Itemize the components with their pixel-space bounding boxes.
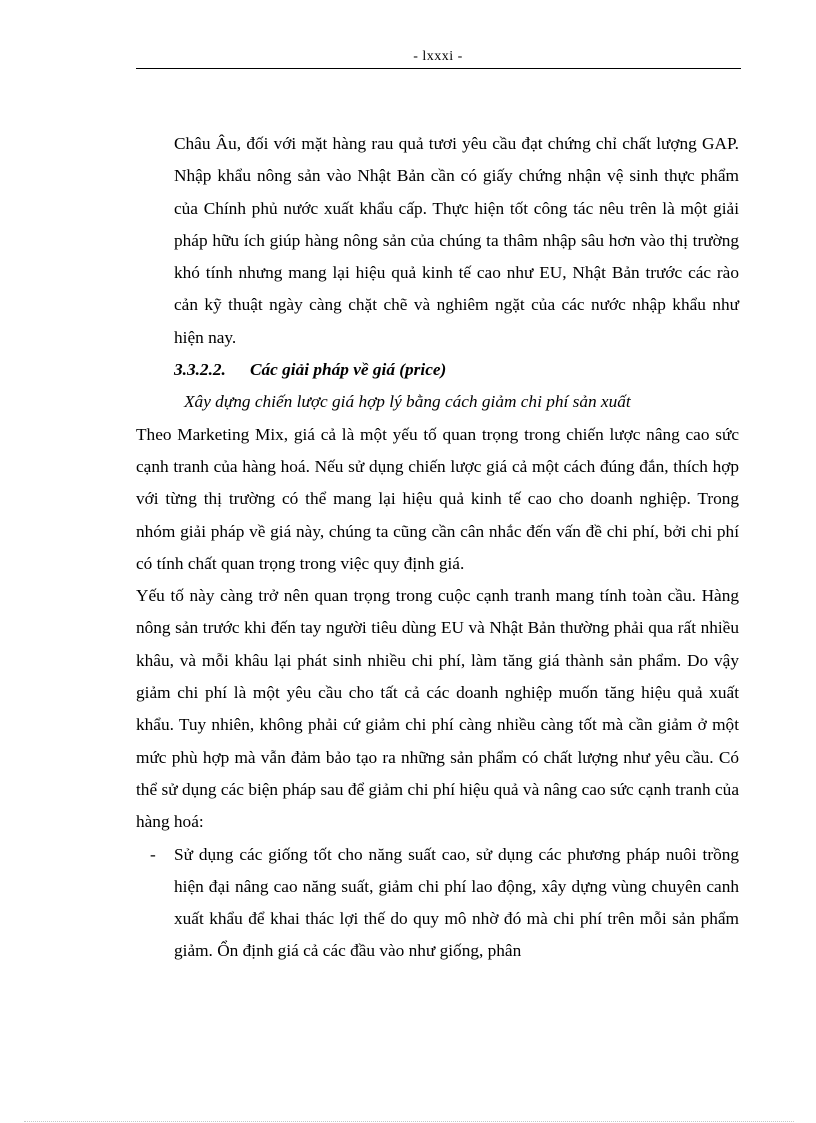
bullet-dash: - bbox=[150, 844, 156, 864]
paragraph-marketing-mix: Theo Marketing Mix, giá cả là một yếu tố quan trọng trong chiến lược nâng cao sức cạnh tranh của hàng hoá. Nếu sử dụng chiến lược giá cả một cách đúng đắn, thích hợp với từng thị trường có thể mang lại hiệu quả kinh tế cao cho doanh nghiệp. Trong nhóm giải pháp về giá này, chúng ta cũng cần cân nhắc đến vấn đề chi phí, bởi chi phí có tính chất quan trọng trong việc quy định giá. bbox=[136, 424, 739, 573]
list-item bbox=[136, 839, 739, 968]
paragraph-global-competition: Yếu tố này càng trở nên quan trọng trong cuộc cạnh tranh mang tính toàn cầu. Hàng nông sản trước khi đến tay người tiêu dùng EU và Nhật Bản thường phải qua rất nhiều khâu, và mỗi khâu lại phát sinh nhiều chi phí, làm tăng giá thành sản phẩm. Do vậy giảm chi phí là một yêu cầu cho tất cả các doanh nghiệp muốn tăng hiệu quả xuất khẩu. Tuy nhiên, không phải cứ giảm chi phí càng nhiều càng tốt mà cần giảm ở một mức phù hợp mà vẫn đảm bảo tạo ra những sản phẩm có chất lượng như yêu cầu. Có thể sử dụng các biện pháp sau để giảm chi phí hiệu quả và nâng cao sức cạnh tranh của hàng hoá: bbox=[136, 586, 739, 832]
section-title: Các giải pháp về giá (price) bbox=[250, 360, 447, 380]
page-bottom-border bbox=[24, 1121, 794, 1122]
section-number: 3.3.2.2. bbox=[174, 360, 226, 380]
header-divider bbox=[136, 68, 741, 69]
document-body bbox=[136, 128, 739, 968]
section-heading bbox=[136, 354, 739, 386]
sub-heading: Xây dựng chiến lược giá hợp lý bằng cách giảm chi phí sản xuất bbox=[184, 392, 631, 412]
page-number: - lxxxi - bbox=[413, 49, 463, 64]
list-item-text: Sử dụng các giống tốt cho năng suất cao, sử dụng các phương pháp nuôi trồng hiện đại nâng cao năng suất, giảm chi phí lao động, xây dựng vùng chuyên canh xuất khẩu để khai thác lợi thế do quy mô nhờ đó mà chi phí trên mỗi sản phẩm giảm. Ổn định giá cả các đầu vào như giống, phân bbox=[174, 844, 739, 961]
paragraph-eu-japan-standards: Châu Âu, đối với mặt hàng rau quả tươi yêu cầu đạt chứng chỉ chất lượng GAP. Nhập khẩu nông sản vào Nhật Bản cần có giấy chứng nhận vệ sinh thực phẩm của Chính phủ nước xuất khẩu cấp. Thực hiện tốt công tác nêu trên là một giải pháp hữu ích giúp hàng nông sản của chúng ta thâm nhập sâu hơn vào thị trường khó tính nhưng mang lại hiệu quả kinh tế cao như EU, Nhật Bản trước các rào cản kỹ thuật ngày càng chặt chẽ và nghiêm ngặt của các nước nhập khẩu như hiện nay. bbox=[174, 134, 739, 347]
